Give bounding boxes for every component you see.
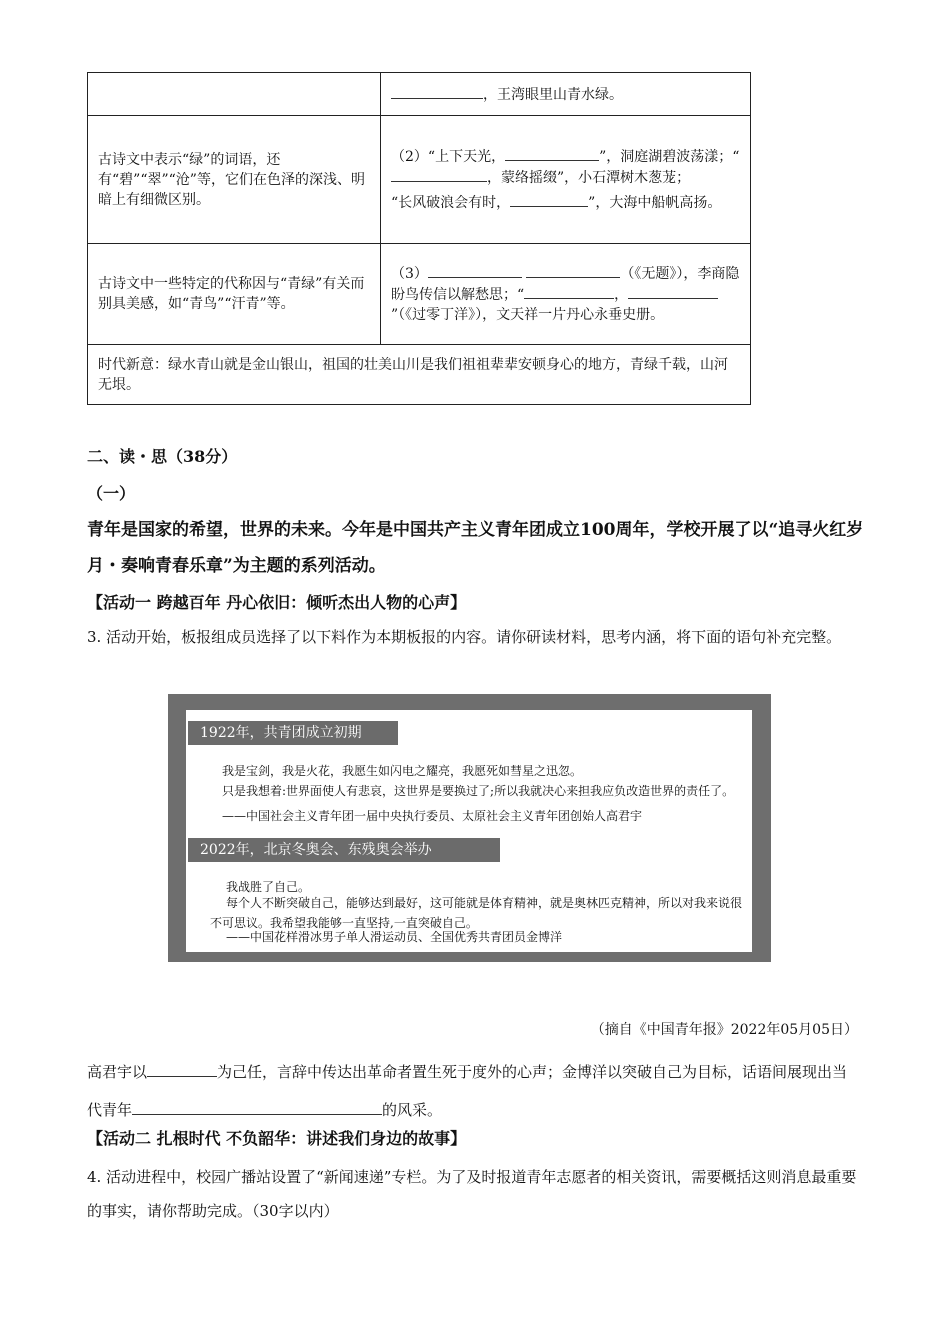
poem-table (87, 72, 751, 405)
table-row (88, 73, 751, 116)
cell-text: 古诗文中一些特定的代称因与“青绿”有关而别具美感，如“青鸟”“汗青”等。 (98, 276, 365, 312)
cell-text: （《无题》），李商隐盼鸟传信以解愁思；“ (391, 266, 740, 303)
answer-blank[interactable] (510, 192, 588, 207)
cell-text: ，王湾眼里山青水绿。 (483, 86, 623, 103)
cell-text: ”（《过零丁洋》），文天祥一片丹心永垂史册。 (391, 307, 665, 323)
cell-text: ”，洞庭湖碧波荡漾；“ (599, 149, 740, 165)
table-row (88, 244, 751, 345)
question-4: 4. 活动进程中，校园广播站设置了“新闻速递”专栏。为了及时报道青年志愿者的相关资讯，需要概括这则消息最重要的事实，请你帮助完成。（30字以内） (87, 1168, 857, 1220)
table-cell (381, 244, 751, 345)
board-banner-2022: 2022年，北京冬奥会、东残奥会举办 (188, 838, 500, 862)
table-cell (88, 116, 381, 244)
fill-text: 为己任，言辞中传达出革命者置生死于度外的心声；金博洋以突破自己为目标，话语间展现出当代青年 (87, 1063, 848, 1119)
cell-text: ，蒙络摇缀”，小石潭树木葱茏； (487, 170, 691, 186)
quote-text: 每个人不断突破自己，能够达到最好，这可能就是体育精神，就是奥林匹克精神，所以对我来说很不可思议。我希望我能够一直坚持,一直突破自己。 (210, 896, 743, 930)
table-cell (88, 244, 381, 345)
cell-text: 时代新意：绿水青山就是金山银山，祖国的壮美山川是我们祖祖辈辈安顿身心的地方，青绿千载，山河无垠。 (98, 356, 728, 393)
quote-source: ——中国社会主义青年团一届中央执行委员、太原社会主义青年团创始人高君宇 (222, 809, 643, 823)
board-banner-1922: 1922年，共青团成立初期 (188, 721, 398, 745)
cell-text: （2）“上下天光， (391, 149, 506, 165)
activity-two-heading: 【活动二 扎根时代 不负韶华：讲述我们身边的故事】 (87, 1129, 467, 1148)
cell-text: 古诗文中表示“绿”的词语，还有“碧”“翠”“沧”等，它们在色泽的深浅、明暗上有细微区别。 (98, 151, 365, 208)
cell-text: ”，大海中船帆高扬。 (588, 195, 722, 211)
answer-blank[interactable] (147, 1061, 217, 1077)
table-cell (88, 345, 751, 405)
table-cell (381, 73, 751, 116)
answer-blank[interactable] (628, 284, 718, 299)
quote-source: ——中国花样滑冰男子单人滑运动员、全国优秀共青团员金博洋 (226, 930, 563, 944)
answer-blank[interactable] (526, 263, 620, 278)
intro-paragraph: 青年是国家的希望，世界的未来。今年是中国共产主义青年团成立100周年，学校开展了以“追寻火红岁月・奏响青春乐章”为主题的系列活动。 (87, 520, 864, 576)
fill-in-question (87, 1053, 862, 1129)
activity-one-heading: 【活动一 跨越百年 丹心依旧：倾听杰出人物的心声】 (87, 593, 467, 612)
cell-paragraph (391, 146, 740, 188)
sub-title: （一） (87, 484, 136, 503)
fill-text: 的风采。 (382, 1101, 443, 1119)
answer-blank[interactable] (524, 284, 614, 299)
answer-blank[interactable] (391, 167, 487, 182)
table-row (88, 116, 751, 244)
cell-text: “长风破浪会有时， (391, 195, 511, 211)
source-citation: （摘自《中国青年报》2022年05月05日） (590, 1022, 858, 1038)
answer-blank[interactable] (428, 263, 522, 278)
quote-text: 我战胜了自己。 (226, 880, 311, 894)
answer-blank[interactable] (132, 1099, 382, 1115)
answer-blank[interactable] (391, 84, 483, 99)
question-3: 3. 活动开始，板报组成员选择了以下料作为本期板报的内容。请你研读材料，思考内涵，将下面的语句补充完整。 (87, 628, 842, 646)
answer-blank[interactable] (505, 146, 599, 161)
table-cell (88, 73, 381, 116)
section-title: 二、读・思（38分） (87, 447, 238, 466)
table-cell (381, 116, 751, 244)
cell-text: ， (614, 287, 629, 303)
fill-text: 高君宇以 (87, 1063, 148, 1081)
table-row (88, 345, 751, 405)
cell-text: （3） (391, 266, 428, 282)
cell-paragraph (391, 192, 740, 213)
quote-text: 只是我想着:世界面使人有悲哀，这世界是要换过了;所以我就决心来担我应负改造世界的责任了。 (222, 784, 735, 798)
quote-text: 我是宝剑，我是火花，我愿生如闪电之耀亮，我愿死如彗星之迅忽。 (222, 764, 583, 778)
